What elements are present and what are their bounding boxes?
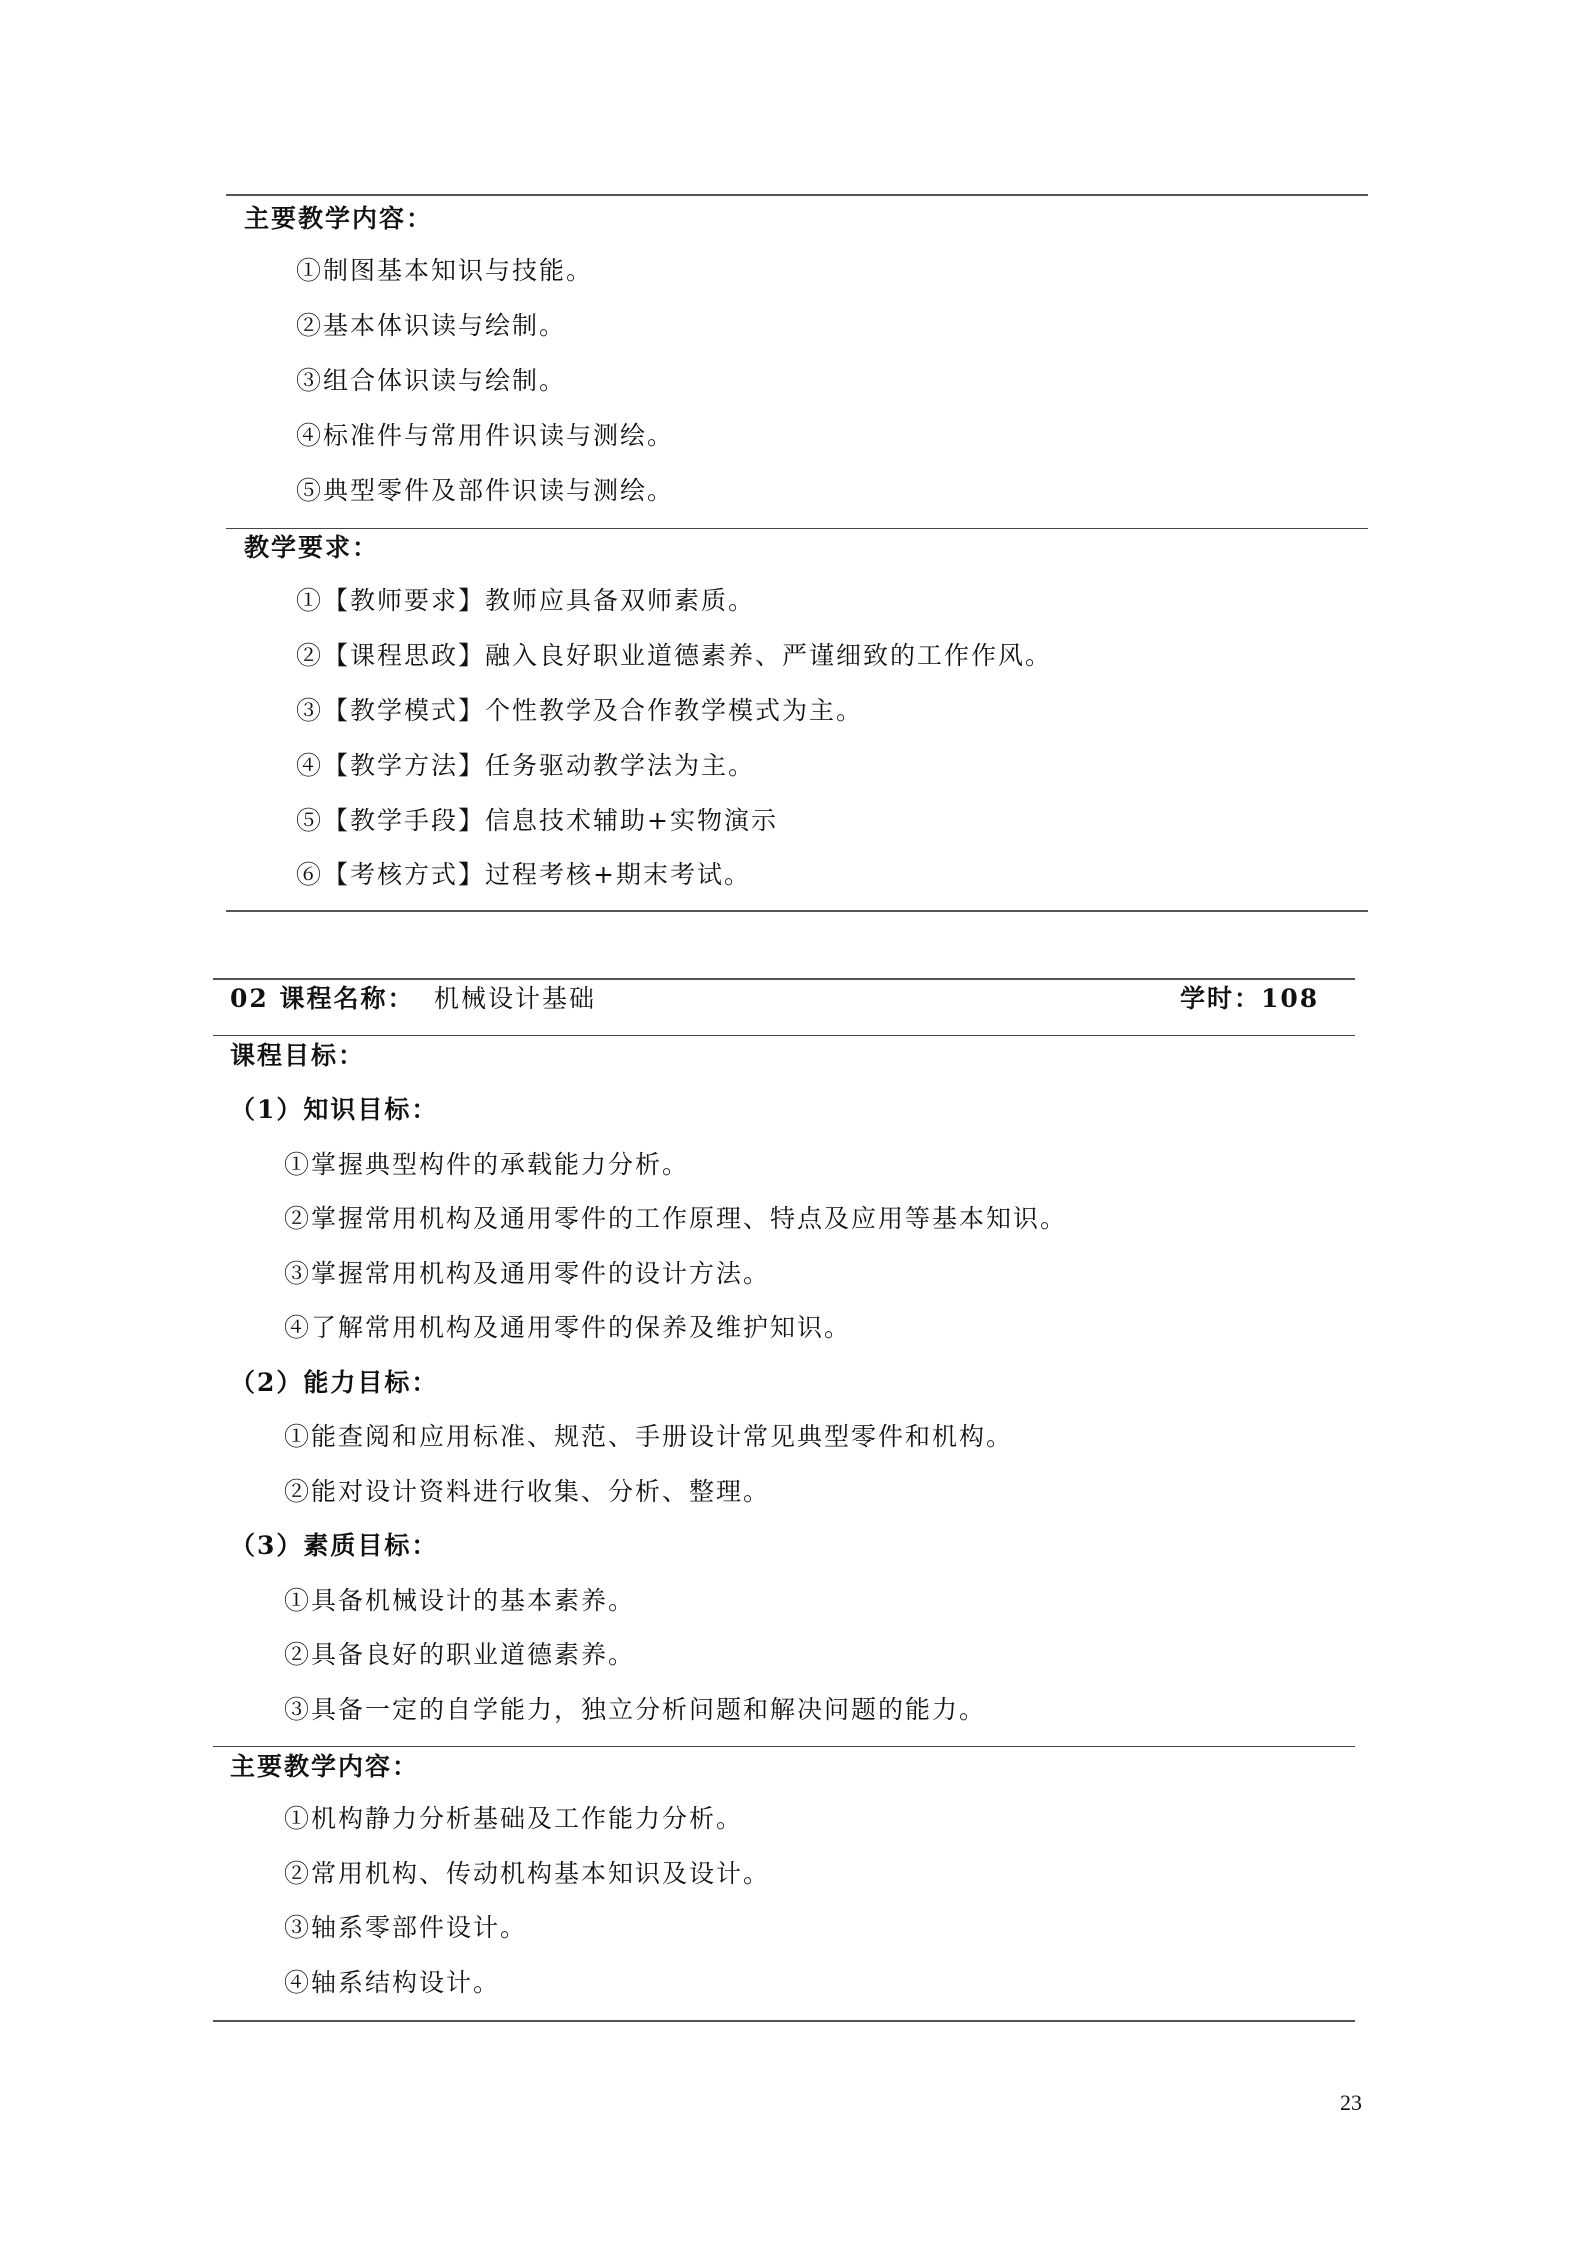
section2-header-divider [213,1035,1355,1036]
list-item: ⑤【教学手段】信息技术辅助+实物演示 [296,806,778,835]
list-item: ②常用机构、传动机构基本知识及设计。 [284,1859,771,1888]
list-item: ③具备一定的自学能力，独立分析问题和解决问题的能力。 [284,1695,987,1724]
list-item: ④标准件与常用件识读与测绘。 [296,421,675,450]
list-item: ②掌握常用机构及通用零件的工作原理、特点及应用等基本知识。 [284,1204,1068,1233]
section2-divider [213,1746,1355,1747]
page-number: 23 [1340,2090,1362,2115]
list-item: ③组合体识读与绘制。 [296,366,567,395]
list-item: ①【教师要求】教师应具备双师素质。 [296,586,756,615]
section1-content-heading: 主要教学内容： [244,204,434,233]
ability-heading: （2）能力目标： [230,1368,439,1397]
objectives-heading: 课程目标： [230,1041,366,1070]
course-name: 机械设计基础 [434,984,597,1013]
list-item: ②具备良好的职业道德素养。 [284,1640,636,1669]
list-item: ②基本体识读与绘制。 [296,311,567,340]
list-item: ⑤典型零件及部件识读与测绘。 [296,476,675,505]
section1-bottom-rule [226,910,1368,912]
list-item: ④了解常用机构及通用零件的保养及维护知识。 [284,1313,852,1342]
course-hours: 学时：108 [1180,984,1320,1013]
list-item: ①制图基本知识与技能。 [296,256,594,285]
quality-heading: （3）素质目标： [230,1531,439,1560]
knowledge-heading: （1）知识目标： [230,1095,439,1124]
section1-top-rule [226,194,1368,196]
list-item: ①掌握典型构件的承载能力分析。 [284,1150,690,1179]
section2-bottom-rule [213,2020,1355,2022]
section2-top-rule [213,978,1355,980]
list-item: ③【教学模式】个性教学及合作教学模式为主。 [296,696,864,725]
section1-requirements-heading: 教学要求： [244,533,380,562]
list-item: ①能查阅和应用标准、规范、手册设计常见典型零件和机构。 [284,1422,1014,1451]
list-item: ①具备机械设计的基本素养。 [284,1586,636,1615]
list-item: ④【教学方法】任务驱动教学法为主。 [296,751,756,780]
list-item: ②能对设计资料进行收集、分析、整理。 [284,1477,771,1506]
list-item: ③轴系零部件设计。 [284,1913,528,1942]
course-label: 02 课程名称： [230,984,415,1013]
section2-content-heading: 主要教学内容： [230,1752,420,1781]
list-item: ⑥【考核方式】过程考核+期末考试。 [296,860,751,889]
section1-divider [226,528,1368,529]
list-item: ②【课程思政】融入良好职业道德素养、严谨细致的工作作风。 [296,641,1053,670]
list-item: ④轴系结构设计。 [284,1968,501,1997]
list-item: ①机构静力分析基础及工作能力分析。 [284,1804,744,1833]
list-item: ③掌握常用机构及通用零件的设计方法。 [284,1259,771,1288]
